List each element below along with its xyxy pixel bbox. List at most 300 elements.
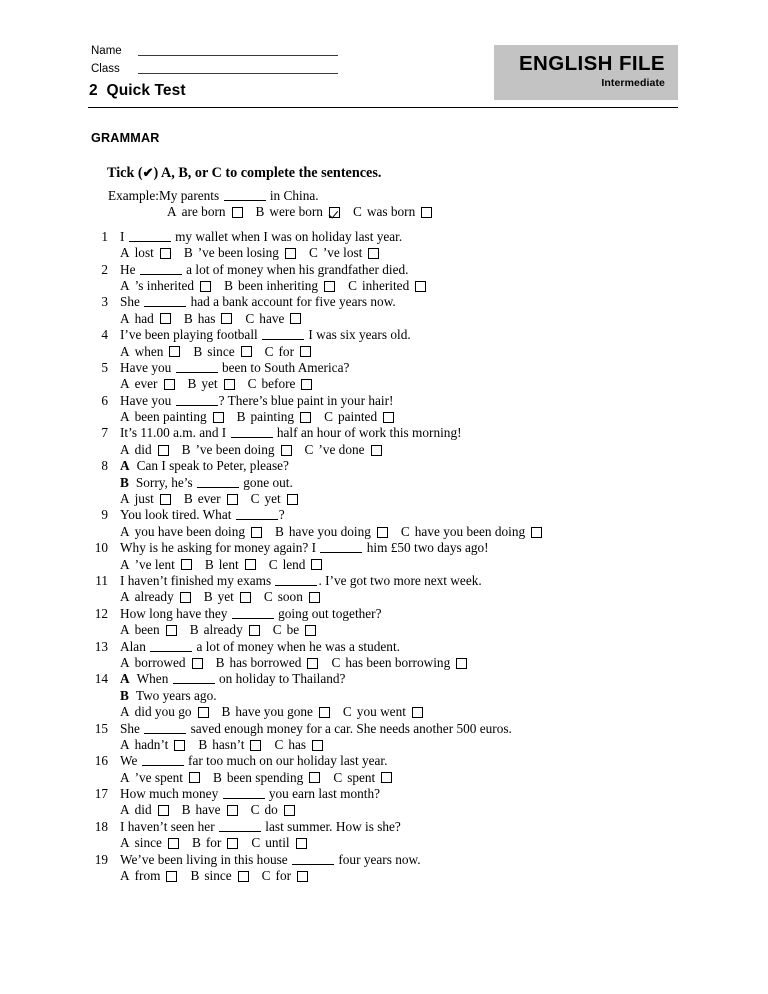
dialogue-speaker: B — [120, 474, 129, 490]
option-label: you went — [356, 704, 406, 720]
option-a[interactable] — [120, 344, 180, 360]
checkbox[interactable] — [181, 559, 192, 570]
logo-title: ENGLISH FILE — [518, 52, 665, 75]
option-letter: A — [120, 589, 130, 605]
question-list — [88, 188, 688, 884]
question-number: 4 — [101, 327, 108, 343]
checkbox[interactable] — [285, 248, 296, 259]
option-letter: C — [247, 376, 257, 392]
question-block — [88, 229, 688, 262]
option-c[interactable] — [251, 835, 306, 851]
option-letter: B — [203, 589, 213, 605]
checkbox-checked[interactable] — [329, 207, 340, 218]
option-c[interactable] — [333, 770, 392, 786]
checkbox[interactable] — [309, 772, 320, 783]
checkbox[interactable] — [300, 346, 311, 357]
option-b[interactable] — [213, 770, 320, 786]
question-number: 19 — [94, 851, 108, 867]
checkbox[interactable] — [198, 707, 209, 718]
checkbox[interactable] — [160, 313, 171, 324]
option-letter: B — [221, 704, 231, 720]
option-letter: A — [120, 343, 130, 359]
option-b[interactable] — [190, 622, 260, 638]
option-letter: A — [120, 491, 130, 507]
option-c[interactable] — [245, 311, 301, 327]
option-label: ’s inherited — [134, 277, 195, 293]
options-row — [88, 524, 688, 540]
options-row — [88, 589, 688, 605]
question-block — [88, 540, 688, 573]
question-line — [88, 639, 688, 655]
option-c[interactable] — [305, 442, 382, 458]
answer-blank[interactable] — [176, 372, 218, 373]
option-letter: A — [120, 868, 130, 884]
answer-blank[interactable] — [144, 733, 186, 734]
answer-blank[interactable] — [275, 585, 317, 586]
option-label: yet — [264, 491, 281, 507]
option-letter: C — [331, 654, 341, 670]
option-a[interactable] — [120, 311, 171, 327]
question-number: 18 — [94, 818, 108, 834]
option-label: you have been doing — [134, 523, 246, 539]
option-label: ever — [134, 376, 158, 392]
option-b[interactable] — [256, 204, 340, 220]
checkbox[interactable] — [232, 207, 243, 218]
question-number: 15 — [94, 720, 108, 736]
question-sentence: She had a bank account for five years now. — [120, 294, 396, 310]
answer-blank[interactable] — [262, 339, 304, 340]
option-b[interactable] — [205, 557, 256, 573]
checkbox[interactable] — [281, 445, 292, 456]
checkbox[interactable] — [192, 658, 203, 669]
option-b[interactable] — [193, 344, 251, 360]
option-letter: B — [187, 376, 197, 392]
option-label: has borrowed — [229, 654, 302, 670]
option-a[interactable] — [120, 491, 171, 507]
checkbox[interactable] — [412, 707, 423, 718]
option-a[interactable] — [120, 802, 169, 818]
checkbox[interactable] — [371, 445, 382, 456]
option-c[interactable] — [265, 344, 311, 360]
option-letter: C — [251, 835, 261, 851]
option-a[interactable] — [120, 442, 169, 458]
question-line — [88, 262, 688, 278]
checkbox[interactable] — [415, 281, 426, 292]
answer-blank[interactable] — [219, 831, 261, 832]
option-letter: C — [400, 523, 410, 539]
options-row — [88, 442, 688, 458]
checkbox[interactable] — [456, 658, 467, 669]
options-row — [88, 704, 688, 720]
question-number: 3 — [101, 294, 108, 310]
option-letter: B — [183, 310, 193, 326]
checkbox[interactable] — [221, 313, 232, 324]
option-b[interactable] — [182, 802, 238, 818]
question-number: 5 — [101, 359, 108, 375]
option-letter: B — [236, 409, 246, 425]
question-line — [88, 393, 688, 409]
option-label: for — [278, 343, 295, 359]
option-label: had — [134, 310, 154, 326]
instruction-prefix: Tick ( — [107, 165, 143, 181]
option-c[interactable] — [309, 245, 379, 261]
option-b[interactable] — [275, 524, 388, 540]
question-number: 6 — [101, 392, 108, 408]
option-label: have you doing — [288, 523, 371, 539]
option-letter: A — [120, 409, 130, 425]
option-label: did — [134, 441, 152, 457]
option-c[interactable] — [331, 655, 467, 671]
checkbox[interactable] — [241, 346, 252, 357]
option-a[interactable] — [120, 868, 177, 884]
checkbox[interactable] — [251, 527, 262, 538]
answer-blank[interactable] — [173, 683, 215, 684]
question-line — [88, 573, 688, 589]
checkbox[interactable] — [307, 658, 318, 669]
question-sentence: Why is he asking for money again? I him £50 two days ago! — [120, 540, 489, 556]
class-input-rule[interactable] — [138, 73, 338, 74]
option-b[interactable] — [222, 704, 330, 720]
option-a[interactable] — [120, 622, 177, 638]
checkbox[interactable] — [250, 740, 261, 751]
question-line — [88, 852, 688, 868]
option-a[interactable] — [120, 770, 200, 786]
options-row — [88, 835, 688, 851]
option-letter: C — [348, 277, 357, 293]
option-a[interactable] — [120, 409, 224, 425]
name-label: Name — [91, 45, 122, 57]
checkbox[interactable] — [213, 412, 224, 423]
option-c[interactable] — [348, 278, 426, 294]
checkbox[interactable] — [160, 248, 171, 259]
question-sentence: We’ve been living in this house four years now. — [120, 851, 421, 867]
answer-blank[interactable] — [140, 274, 182, 275]
checkbox[interactable] — [311, 559, 322, 570]
checkbox[interactable] — [296, 838, 307, 849]
option-label: was born — [366, 204, 416, 220]
question-block — [88, 393, 688, 426]
student-details-block — [91, 42, 491, 78]
option-label: since — [204, 868, 232, 884]
answer-blank[interactable] — [231, 437, 273, 438]
checkbox[interactable] — [383, 412, 394, 423]
dialogue-text: When on holiday to Thailand? — [136, 671, 346, 687]
name-input-rule[interactable] — [138, 55, 338, 56]
option-label: until — [265, 835, 290, 851]
option-b[interactable] — [182, 442, 292, 458]
option-c[interactable] — [273, 622, 316, 638]
option-label: have — [195, 802, 221, 818]
option-label: ’ve done — [318, 441, 365, 457]
checkbox[interactable] — [200, 281, 211, 292]
dialogue-speaker: A — [120, 458, 130, 474]
option-b[interactable] — [184, 311, 233, 327]
options-row — [88, 409, 688, 425]
dialogue-speaker: B — [120, 687, 129, 703]
option-letter: C — [250, 491, 260, 507]
question-sentence: Alan a lot of money when he was a student. — [120, 638, 400, 654]
option-b[interactable] — [188, 376, 235, 392]
dialogue-line — [88, 475, 688, 491]
answer-blank[interactable] — [236, 519, 278, 520]
instruction-suffix: ) A, B, or C to complete the sentences. — [153, 165, 382, 181]
option-letter: A — [120, 835, 130, 851]
options-row — [88, 622, 688, 638]
option-letter: C — [263, 589, 273, 605]
option-a[interactable] — [120, 557, 192, 573]
question-line — [88, 540, 688, 556]
checkbox[interactable] — [169, 346, 180, 357]
question-line — [88, 819, 688, 835]
question-line — [88, 786, 688, 802]
option-label: ’ve spent — [134, 769, 183, 785]
option-label: ever — [197, 491, 221, 507]
checkbox[interactable] — [158, 445, 169, 456]
example-line — [88, 188, 688, 204]
answer-blank[interactable] — [320, 552, 362, 553]
option-b[interactable] — [198, 737, 261, 753]
option-letter: C — [333, 769, 343, 785]
option-letter: A — [120, 441, 130, 457]
option-c[interactable] — [248, 376, 313, 392]
checkbox[interactable] — [290, 313, 301, 324]
logo-level: Intermediate — [601, 77, 665, 89]
question-block — [88, 721, 688, 754]
checkbox[interactable] — [309, 592, 320, 603]
question-number: 1 — [101, 228, 108, 244]
option-c[interactable] — [353, 204, 432, 220]
option-letter: B — [198, 736, 208, 752]
option-b[interactable] — [237, 409, 311, 425]
question-number: 10 — [94, 540, 108, 556]
option-label: have — [259, 310, 285, 326]
checkbox[interactable] — [189, 772, 200, 783]
option-c[interactable] — [269, 557, 323, 573]
option-c[interactable] — [251, 491, 298, 507]
checkbox[interactable] — [164, 379, 175, 390]
option-a[interactable] — [120, 589, 191, 605]
option-letter: B — [255, 204, 265, 220]
option-label: did — [134, 802, 152, 818]
option-label: been painting — [134, 409, 207, 425]
option-c[interactable] — [251, 802, 295, 818]
option-letter: B — [181, 802, 191, 818]
checkbox[interactable] — [166, 625, 177, 636]
checkbox[interactable] — [240, 592, 251, 603]
option-letter: B — [275, 523, 284, 539]
question-line — [88, 360, 688, 376]
option-c[interactable] — [264, 589, 320, 605]
option-label: painting — [250, 409, 295, 425]
option-label: did you go — [134, 704, 192, 720]
option-letter: C — [268, 556, 278, 572]
checkbox[interactable] — [381, 772, 392, 783]
option-letter: C — [250, 802, 260, 818]
option-label: since — [207, 343, 235, 359]
option-a[interactable] — [120, 835, 179, 851]
options-row — [88, 376, 688, 392]
checkbox[interactable] — [160, 494, 171, 505]
option-c[interactable] — [324, 409, 394, 425]
checkbox[interactable] — [301, 379, 312, 390]
example-label: Example: — [108, 188, 159, 203]
checkbox[interactable] — [227, 805, 238, 816]
question-block — [88, 606, 688, 639]
checkbox[interactable] — [174, 740, 185, 751]
answer-blank[interactable] — [224, 200, 266, 201]
option-letter: C — [272, 622, 282, 638]
question-block — [88, 671, 688, 720]
answer-blank[interactable] — [292, 864, 334, 865]
option-a[interactable] — [120, 704, 209, 720]
options-row — [88, 278, 688, 294]
option-b[interactable] — [216, 655, 319, 671]
answer-blank[interactable] — [197, 487, 239, 488]
options-row — [88, 770, 688, 786]
instruction-text — [107, 165, 381, 182]
example-sentence: My parents in China. — [158, 188, 319, 203]
question-line — [88, 425, 688, 441]
answer-blank[interactable] — [144, 306, 186, 307]
option-label: ’ve been losing — [197, 245, 279, 261]
option-letter: B — [204, 556, 214, 572]
dialogue-text: Sorry, he’s gone out. — [135, 474, 293, 490]
header-divider — [88, 107, 678, 108]
option-c[interactable] — [343, 704, 423, 720]
option-letter: B — [215, 654, 225, 670]
option-c[interactable] — [274, 737, 323, 753]
option-label: ’ve been doing — [195, 441, 275, 457]
question-line — [88, 606, 688, 622]
answer-blank[interactable] — [232, 618, 274, 619]
option-letter: A — [120, 802, 130, 818]
checkbox[interactable] — [319, 707, 330, 718]
page-title: 2 Quick Test — [89, 82, 186, 99]
option-c[interactable] — [401, 524, 542, 540]
option-b[interactable] — [204, 589, 251, 605]
checkbox[interactable] — [287, 494, 298, 505]
option-letter: A — [120, 277, 130, 293]
question-block — [88, 262, 688, 295]
option-a[interactable] — [120, 245, 171, 261]
option-b[interactable] — [224, 278, 335, 294]
question-sentence: I’ve been playing football I was six years old. — [120, 327, 411, 343]
checkbox[interactable] — [284, 805, 295, 816]
checkbox[interactable] — [168, 838, 179, 849]
option-letter: C — [264, 343, 274, 359]
checkbox[interactable] — [227, 838, 238, 849]
question-line — [88, 229, 688, 245]
option-a[interactable] — [120, 655, 203, 671]
checkbox[interactable] — [158, 805, 169, 816]
answer-blank[interactable] — [176, 405, 218, 406]
option-label: yet — [201, 376, 218, 392]
option-label: are born — [181, 204, 226, 220]
answer-blank[interactable] — [223, 798, 265, 799]
option-letter: A — [120, 523, 130, 539]
checkbox[interactable] — [297, 871, 308, 882]
question-sentence: I haven’t seen her last summer. How is she? — [120, 818, 401, 834]
answer-blank[interactable] — [150, 651, 192, 652]
question-number: 12 — [94, 605, 108, 621]
option-a[interactable] — [120, 737, 185, 753]
checkbox[interactable] — [531, 527, 542, 538]
question-sentence: She saved enough money for a car. She needs another 500 euros. — [120, 720, 512, 736]
option-letter: B — [181, 441, 191, 457]
option-label: hasn’t — [212, 736, 245, 752]
option-b[interactable] — [192, 835, 238, 851]
option-b[interactable] — [190, 868, 248, 884]
option-label: soon — [277, 589, 303, 605]
question-block — [88, 327, 688, 360]
option-letter: B — [190, 868, 200, 884]
option-a[interactable] — [120, 524, 262, 540]
question-block — [88, 458, 688, 507]
option-label: been spending — [226, 769, 304, 785]
checkbox[interactable] — [305, 625, 316, 636]
option-letter: C — [308, 245, 318, 261]
checkbox[interactable] — [180, 592, 191, 603]
option-letter: A — [120, 622, 130, 638]
option-label: be — [286, 622, 300, 638]
option-letter: A — [167, 204, 177, 220]
option-b[interactable] — [184, 491, 238, 507]
checkbox[interactable] — [421, 207, 432, 218]
checkbox[interactable] — [166, 871, 177, 882]
answer-blank[interactable] — [129, 241, 171, 242]
option-label: before — [261, 376, 296, 392]
option-letter: A — [120, 654, 130, 670]
question-block — [88, 819, 688, 852]
options-row — [88, 557, 688, 573]
option-label: already — [203, 622, 243, 638]
question-block — [88, 753, 688, 786]
option-a[interactable] — [120, 376, 175, 392]
option-a[interactable] — [120, 278, 211, 294]
option-letter: C — [274, 736, 284, 752]
option-letter: A — [120, 310, 130, 326]
checkbox[interactable] — [227, 494, 238, 505]
option-letter: A — [120, 245, 130, 261]
option-letter: B — [191, 835, 201, 851]
checkbox[interactable] — [377, 527, 388, 538]
options-row — [88, 344, 688, 360]
question-sentence: How much money you earn last month? — [120, 786, 381, 802]
name-field-row — [91, 42, 491, 58]
options-row — [88, 245, 688, 261]
checkbox[interactable] — [224, 379, 235, 390]
question-block — [88, 294, 688, 327]
checkbox[interactable] — [238, 871, 249, 882]
checkbox[interactable] — [249, 625, 260, 636]
option-letter: C — [304, 441, 314, 457]
checkbox[interactable] — [324, 281, 335, 292]
checkbox[interactable] — [300, 412, 311, 423]
question-block — [88, 507, 688, 540]
option-c[interactable] — [262, 868, 308, 884]
option-label: has been borrowing — [345, 654, 451, 670]
question-number: 17 — [94, 786, 108, 802]
option-b[interactable] — [184, 245, 296, 261]
class-label: Class — [91, 63, 120, 75]
dialogue-text: Two years ago. — [135, 687, 217, 703]
answer-blank[interactable] — [142, 765, 184, 766]
checkbox[interactable] — [368, 248, 379, 259]
option-a[interactable] — [167, 204, 243, 220]
checkbox[interactable] — [312, 740, 323, 751]
dialogue-line — [88, 458, 688, 474]
checkbox[interactable] — [245, 559, 256, 570]
